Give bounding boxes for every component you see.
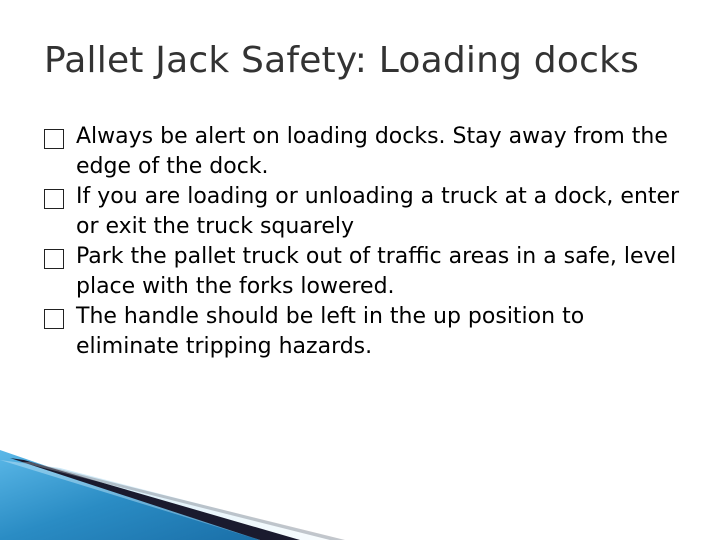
square-bullet-icon [44,129,64,149]
bullet-item [44,182,684,242]
square-bullet-icon [44,249,64,269]
bullet-text: If you are loading or unloading a truck at a dock, enter or exit the truck squarely [76,184,680,239]
decorative-corner-graphic [0,440,720,540]
bullet-text: Park the pallet truck out of traffic areas in a safe, level place with the forks lowered. [76,244,677,299]
square-bullet-icon [44,189,64,209]
bullet-item [44,302,684,362]
bullet-item [44,242,684,302]
bullet-list [44,122,684,362]
bullet-text: Always be alert on loading docks. Stay away from the edge of the dock. [76,124,668,179]
bullet-item [44,122,684,182]
square-bullet-icon [44,309,64,329]
slide-title: Pallet Jack Safety: Loading docks [44,40,640,81]
bullet-text: The handle should be left in the up position to eliminate tripping hazards. [76,304,585,359]
